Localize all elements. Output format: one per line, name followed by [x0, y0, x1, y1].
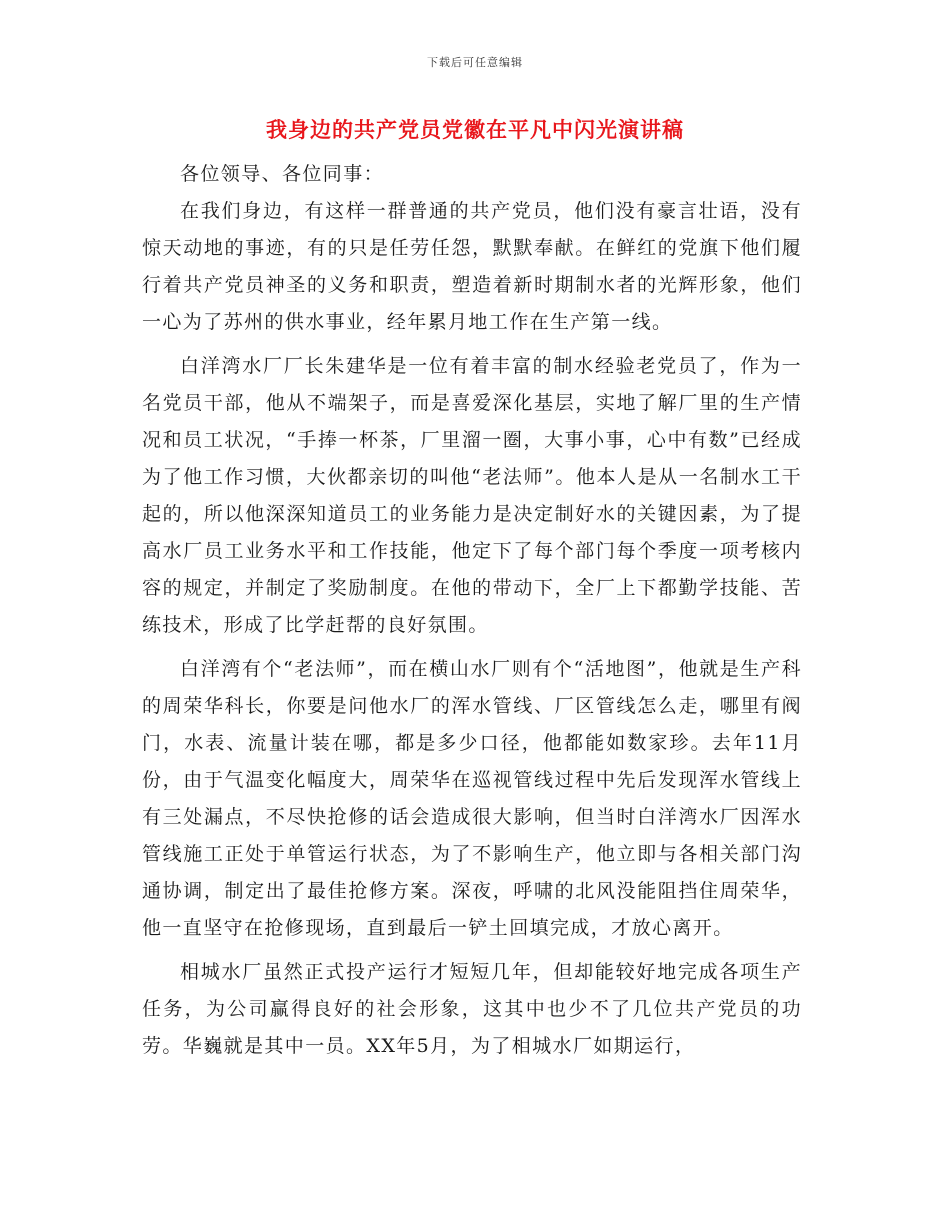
document-body	[142, 156, 802, 1065]
paragraph-4: 相城水厂虽然正式投产运行才短短几年，但却能较好地完成各项生产任务，为公司赢得良好的社会形象，这其中也少不了几位共产党员的功劳。华巍就是其中一员。XX年5月，为了相城水厂如期运行，	[142, 961, 802, 1057]
paragraph-1: 在我们身边，有这样一群普通的共产党员，他们没有豪言壮语，没有惊天动地的事迹，有的只是任劳任怨，默默奉献。在鲜红的党旗下他们履行着共产党员神圣的义务和职责，塑造着新时期制水者的光辉形象，他们一心为了苏州的供水事业，经年累月地工作在生产第一线。	[142, 200, 802, 333]
paragraph-2: 白洋湾水厂厂长朱建华是一位有着丰富的制水经验老党员了，作为一名党员干部，他从不端架子，而是喜爱深化基层，实地了解厂里的生产情况和员工状况，“手捧一杯茶，厂里溜一圈，大事小事，心中有数”已经成为了他工作习惯，大伙都亲切的叫他“老法师”。他本人是从一名制水工干起的，所以他深深知道员工的业务能力是决定制好水的关键因素，为了提高水厂员工业务水平和工作技能，他定下了每个部门每个季度一项考核内容的规定，并制定了奖励制度。在他的带动下，全厂上下都勤学技能、苦练技术，形成了比学赶帮的良好氛围。	[142, 355, 802, 636]
header-note: 下载后可任意编辑	[427, 56, 523, 69]
paragraph-3: 白洋湾有个“老法师”，而在横山水厂则有个“活地图”，他就是生产科的周荣华科长，你要是问他水厂的浑水管线、厂区管线怎么走，哪里有阀门，水表、流量计装在哪，都是多少口径，他都能如数家珍。去年11月份，由于气温变化幅度大，周荣华在巡视管线过程中先后发现浑水管线上有三处漏点，不尽快抢修的话会造成很大影响，但当时白洋湾水厂因浑水管线施工正处于单管运行状态，为了不影响生产，他立即与各相关部门沟通协调，制定出了最佳抢修方案。深夜，呼啸的北风没能阻挡住周荣华，他一直坚守在抢修现场，直到最后一铲土回填完成，才放心离开。	[142, 658, 802, 939]
document-title: 我身边的共产党员党徽在平凡中闪光演讲稿	[266, 117, 684, 142]
salutation: 各位领导、各位同事：	[180, 163, 385, 185]
